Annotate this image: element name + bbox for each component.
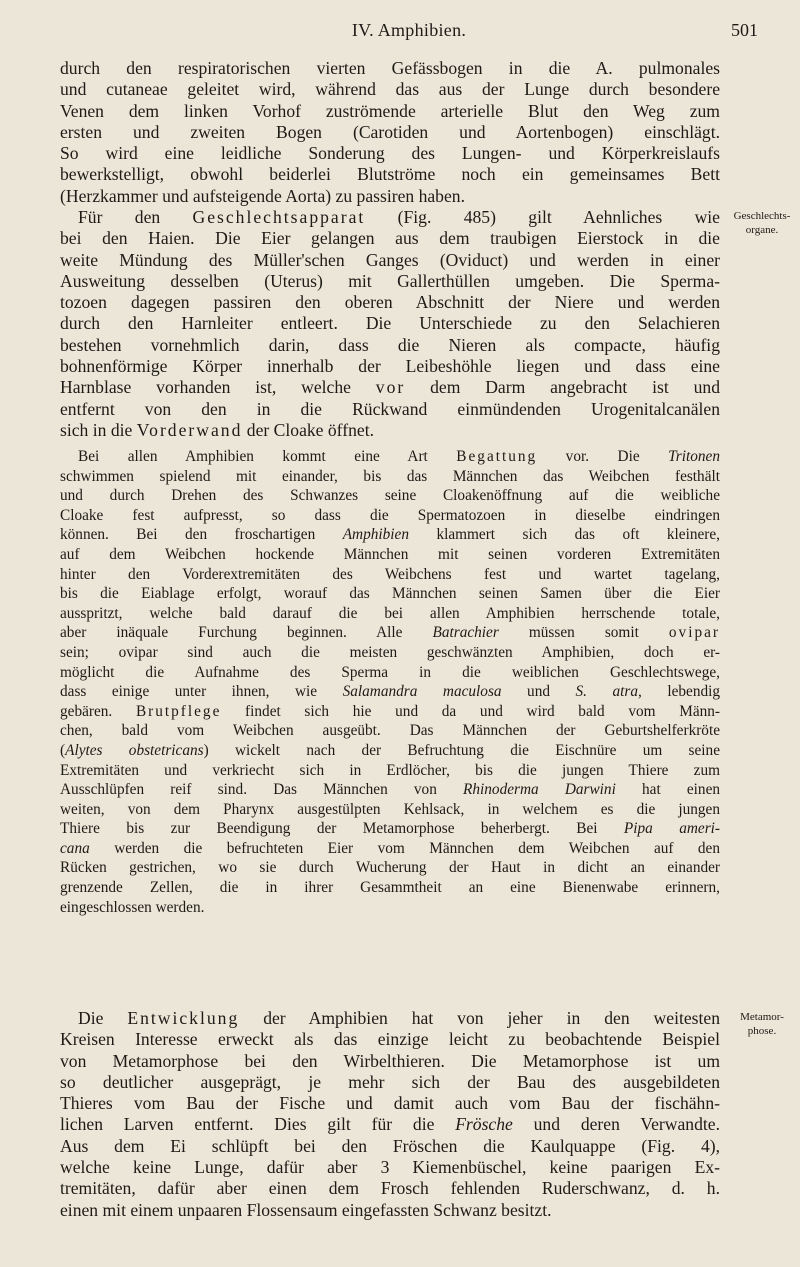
text-run: der Cloake öffnet. — [242, 419, 374, 440]
chapter-title: IV. Amphibien. — [351, 20, 467, 40]
text-line: entfernt von den in die Rückwand einmündenden Urogenitalcanälen — [60, 398, 720, 419]
taxon-pipa-americana: Pipa ameri- — [623, 820, 720, 838]
text-line: möglicht die Aufnahme des Sperma in die weiblichen Geschlechtswege, — [60, 663, 720, 681]
text-line: ersten und zweiten Bogen (Carotiden und Aortenbogen) einschlägt. — [60, 121, 720, 142]
text-line: sein; ovipar sind auch die meisten geschwänzten Amphibien, doch er- — [60, 643, 720, 661]
text-line — [60, 819, 720, 839]
text-line — [60, 1008, 720, 1029]
paragraph-mating — [60, 447, 720, 917]
text-line: und cutaneae geleitet wird, während das aus der Lunge durch besondere — [60, 79, 720, 100]
text-run: Bei allen Amphibien kommt eine Art — [78, 448, 457, 465]
taxon-batrachier: Batrachier — [432, 624, 499, 642]
text-line: weiten, von dem Pharynx ausgestülpten Kehlsack, in welchem es die jungen — [60, 800, 720, 818]
text-line — [60, 623, 720, 643]
text-run: dass einige unter ihnen, wie — [60, 683, 343, 701]
text-line: Extremitäten und verkriecht sich in Erdlöcher, bis die jungen Thiere zum — [60, 761, 720, 779]
text-line: ausspritzt, welche bald darauf die bei allen Amphibien herrschende totale, — [60, 604, 720, 622]
text-line: Aus dem Ei schlüpft bei den Fröschen die Kaulquappe (Fig. 4), — [60, 1135, 720, 1156]
margin-note-line: Geschlechts- — [733, 210, 791, 222]
text-run: dem Darm angebracht ist und — [405, 377, 720, 398]
text-run: sich in die — [60, 419, 137, 440]
taxon-s-atra: S. atra, — [575, 683, 642, 701]
text-run: der Amphibien hat von jeher in den weitesten — [239, 1008, 720, 1028]
text-line: Cloake fest aufpresst, so dass die Spermatozoen in dieselbe eindringen — [60, 506, 720, 524]
margin-note-line: phose. — [747, 1025, 777, 1037]
margin-note-geschlechtsorgane — [724, 209, 800, 237]
text-line — [60, 839, 720, 859]
page-header — [60, 20, 758, 46]
text-run: Thiere bis zur Beendigung der Metamorphose beherbergt. Bei — [60, 820, 624, 838]
text-line: Thieres vom Bau der Fische und damit auch vom Bau der fischähn- — [60, 1093, 720, 1114]
text-line: tremitäten, dafür aber einen dem Frosch fehlenden Ruderschwanz, d. h. — [60, 1178, 720, 1199]
text-line: Ausweitung desselben (Uterus) mit Gallerthüllen umgeben. Die Sperma- — [60, 270, 720, 291]
text-run: und — [501, 683, 576, 701]
text-run: Die — [78, 1008, 128, 1028]
text-line — [60, 682, 720, 702]
taxon-rhinoderma-darwini: Rhinoderma Darwini — [463, 781, 616, 799]
paragraph-reproductive-apparatus — [60, 207, 720, 441]
taxon-alytes-obstetricans: Alytes obstetricans — [65, 741, 204, 759]
taxon-tritonen: Tritonen — [668, 448, 720, 465]
taxon-amphibien: Amphibien — [342, 526, 409, 544]
text-line: bestehen vornehmlich darin, dass die Nieren als compacte, häufig — [60, 334, 720, 355]
text-run: hat einen — [615, 781, 720, 799]
text-line — [60, 447, 720, 467]
text-line: grenzende Zellen, die in ihrer Gesammtheit an eine Bienenwabe erinnern, — [60, 879, 720, 897]
spaced-term-begattung: Begattung — [456, 448, 538, 465]
text-run: und deren Verwandte. — [512, 1114, 720, 1135]
text-run: Für den — [78, 207, 193, 227]
text-line — [60, 207, 720, 228]
spaced-term-vorderwand: Vorderwand — [136, 419, 243, 440]
text-line — [60, 780, 720, 800]
text-line: durch den respiratorischen vierten Gefässbogen in die A. pulmonales — [60, 58, 720, 78]
margin-note-line: Metamor- — [740, 1011, 784, 1023]
text-run: klammert sich das oft kleinere, — [408, 526, 720, 544]
text-line — [60, 702, 720, 722]
text-line: (Herzkammer und aufsteigende Aorta) zu passiren haben. — [60, 185, 465, 206]
text-line — [60, 741, 720, 761]
text-line: chen, bald vom Weibchen ausgeübt. Das Männchen der Geburtshelferkröte — [60, 722, 720, 740]
text-line: Rücken gestrichen, wo sie durch Wucherung der Haut in dicht an einander — [60, 859, 720, 877]
text-line: bewerkstelligt, obwohl beiderlei Blutströme noch ein gemeinsames Bett — [60, 164, 720, 185]
text-line: bei den Haien. Die Eier gelangen aus dem traubigen Eierstock in die — [60, 228, 720, 249]
text-line — [60, 420, 720, 441]
margin-note-metamorphose — [724, 1010, 800, 1038]
spaced-term-vor: vor — [375, 377, 406, 398]
paragraph-circulation — [60, 58, 720, 207]
paragraph-development — [60, 1008, 720, 1221]
text-run: (Fig. 485) gilt Aehnliches wie — [365, 207, 720, 227]
text-line: so deutlicher ausgeprägt, je mehr sich der Bau des ausgebildeten — [60, 1071, 720, 1092]
taxon-pipa-americana-cont: cana — [60, 839, 90, 857]
text-run: vor. Die — [537, 448, 669, 465]
text-line: welche keine Lunge, dafür aber 3 Kiemenbüschel, keine paarigen Ex- — [60, 1157, 720, 1178]
text-line: tozoen dagegen passiren den oberen Abschnitt der Niere und werden — [60, 292, 720, 313]
text-run: findet sich hie und da und wird bald vom Männ- — [221, 702, 720, 720]
text-line: schwimmen spielend mit einander, bis das Männchen das Weibchen festhält — [60, 467, 720, 485]
taxon-salamandra-maculosa: Salamandra maculosa — [342, 683, 502, 701]
text-line: durch den Harnleiter entleert. Die Unterschiede zu den Selachieren — [60, 313, 720, 334]
text-run: aber inäquale Furchung beginnen. Alle — [60, 624, 433, 642]
text-line: Kreisen Interesse erweckt als das einzige leicht zu beobachtende Beispiel — [60, 1029, 720, 1050]
text-line: So wird eine leidliche Sonderung des Lungen- und Körperkreislaufs — [60, 143, 720, 164]
text-line: und durch Drehen des Schwanzes seine Cloakenöffnung auf die weibliche — [60, 487, 720, 505]
text-line: eingeschlossen werden. — [60, 898, 205, 916]
text-run: können. Bei den froschartigen — [60, 526, 343, 544]
text-run: gebären. — [60, 702, 136, 720]
text-run: ) wickelt nach der Befruchtung die Eischnüre um seine — [203, 741, 720, 759]
text-run: lichen Larven entfernt. Dies gilt für die — [60, 1114, 456, 1135]
text-run: müssen somit — [498, 624, 669, 642]
spaced-term-entwicklung: Entwicklung — [127, 1008, 240, 1028]
text-line — [60, 1114, 720, 1135]
text-line: von Metamorphose bei den Wirbelthieren. Die Metamorphose ist um — [60, 1050, 720, 1071]
page-number: 501 — [731, 20, 758, 40]
text-line: Venen dem linken Vorhof zuströmende arterielle Blut den Weg zum — [60, 100, 720, 121]
text-line — [60, 525, 720, 545]
spaced-term-geschlechtsapparat: Geschlechtsapparat — [192, 207, 366, 227]
text-run: ( — [60, 741, 66, 759]
spaced-term-ovipar: ovipar — [668, 624, 720, 642]
text-line: bohnenförmige Körper innerhalb der Leibeshöhle liegen und dass eine — [60, 356, 720, 377]
text-line: weite Mündung des Müller'schen Ganges (Oviduct) und werden in einer — [60, 249, 720, 270]
text-run: Harnblase vorhanden ist, welche — [60, 377, 376, 398]
taxon-froesche: Frösche — [455, 1114, 513, 1135]
text-line: einen mit einem unpaaren Flossensaum eingefassten Schwanz besitzt. — [60, 1199, 552, 1220]
text-run: Ausschlüpfen reif sind. Das Männchen von — [60, 781, 464, 799]
text-run: lebendig — [641, 683, 720, 701]
text-line: bis die Eiablage erfolgt, worauf das Männchen seinen Samen über die Eier — [60, 585, 720, 603]
text-line: hinter den Vorderextremitäten des Weibchens fest und wartet tagelang, — [60, 565, 720, 583]
spaced-term-brutpflege: Brutpflege — [135, 702, 222, 720]
text-line — [60, 377, 720, 398]
text-run: werden die befruchteten Eier vom Männchen dem Weibchen auf den — [89, 839, 720, 857]
margin-note-line: organe. — [745, 224, 779, 236]
text-line: auf dem Weibchen hockende Männchen mit seinen vorderen Extremitäten — [60, 545, 720, 563]
